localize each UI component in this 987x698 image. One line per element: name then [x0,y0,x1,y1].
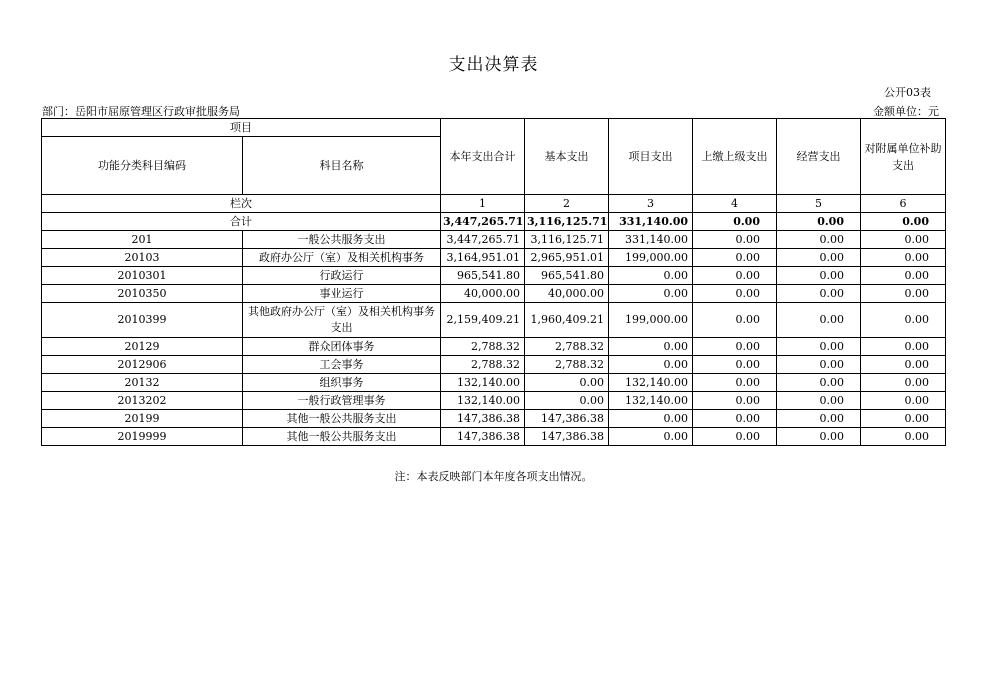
table-row [42,374,946,392]
row-value: 0.00 [777,231,861,249]
row-value: 0.00 [777,285,861,303]
row-value: 965,541.80 [525,267,609,285]
sum-value: 0.00 [861,213,946,231]
table-row [42,231,946,249]
row-value: 3,116,125.71 [525,231,609,249]
sum-value: 0.00 [693,213,777,231]
row-code: 2010301 [42,267,243,285]
column-number-label: 栏次 [42,195,441,213]
table-row [42,338,946,356]
row-value: 965,541.80 [441,267,525,285]
row-code: 20103 [42,249,243,267]
row-value: 0.00 [861,285,946,303]
row-value: 147,386.38 [441,410,525,428]
table-row [42,410,946,428]
row-value: 0.00 [861,303,946,338]
row-value: 0.00 [609,428,693,446]
row-name: 群众团体事务 [243,338,441,356]
row-value: 0.00 [693,338,777,356]
sum-row [42,213,946,231]
row-value: 0.00 [525,374,609,392]
row-name: 政府办公厅（室）及相关机构事务 [243,249,441,267]
table-row [42,249,946,267]
row-code: 2019999 [42,428,243,446]
row-value: 0.00 [693,285,777,303]
table-note: 注：本表反映部门本年度各项支出情况。 [394,470,593,483]
row-value: 0.00 [693,356,777,374]
row-code: 2012906 [42,356,243,374]
row-value: 0.00 [777,338,861,356]
row-code: 20129 [42,338,243,356]
row-value: 0.00 [861,231,946,249]
header-business: 经营支出 [777,119,861,195]
column-number: 2 [525,195,609,213]
row-value: 0.00 [693,374,777,392]
row-value: 0.00 [693,428,777,446]
page-title: 支出决算表 [448,55,539,75]
row-name: 事业运行 [243,285,441,303]
row-code: 2013202 [42,392,243,410]
row-code: 2010399 [42,303,243,338]
header-upper: 上缴上级支出 [693,119,777,195]
row-code: 2010350 [42,285,243,303]
row-name: 工会事务 [243,356,441,374]
row-value: 0.00 [693,392,777,410]
column-number: 1 [441,195,525,213]
row-value: 0.00 [861,267,946,285]
row-value: 0.00 [693,303,777,338]
row-value: 0.00 [693,410,777,428]
header-name: 科目名称 [243,137,441,195]
column-number: 6 [861,195,946,213]
header-project-exp: 项目支出 [609,119,693,195]
header-row-1 [42,119,946,137]
header-code: 功能分类科目编码 [42,137,243,195]
column-number: 3 [609,195,693,213]
row-code: 20132 [42,374,243,392]
row-value: 0.00 [777,392,861,410]
header-subsidy: 对附属单位补助支出 [861,119,946,195]
row-value: 0.00 [609,410,693,428]
sum-label: 合计 [42,213,441,231]
row-value: 0.00 [609,267,693,285]
row-code: 20199 [42,410,243,428]
row-code: 201 [42,231,243,249]
row-value: 0.00 [861,356,946,374]
table-row [42,285,946,303]
row-name: 其他一般公共服务支出 [243,410,441,428]
row-value: 0.00 [861,374,946,392]
row-value: 3,447,265.71 [441,231,525,249]
row-value: 331,140.00 [609,231,693,249]
row-name: 一般公共服务支出 [243,231,441,249]
row-value: 0.00 [777,249,861,267]
row-value: 1,960,409.21 [525,303,609,338]
row-name: 行政运行 [243,267,441,285]
sum-value: 3,447,265.71 [441,213,525,231]
table-row [42,392,946,410]
row-name: 其他一般公共服务支出 [243,428,441,446]
unit-label: 金额单位：元 [873,105,939,118]
row-value: 0.00 [777,356,861,374]
row-name: 一般行政管理事务 [243,392,441,410]
row-value: 199,000.00 [609,303,693,338]
header-total: 本年支出合计 [441,119,525,195]
row-value: 40,000.00 [525,285,609,303]
row-value: 2,788.32 [441,338,525,356]
row-value: 0.00 [861,410,946,428]
column-number: 5 [777,195,861,213]
row-name: 其他政府办公厅（室）及相关机构事务支出 [243,303,441,338]
row-value: 0.00 [609,285,693,303]
row-value: 0.00 [693,249,777,267]
header-basic: 基本支出 [525,119,609,195]
sum-value: 3,116,125.71 [525,213,609,231]
sum-value: 0.00 [777,213,861,231]
column-number: 4 [693,195,777,213]
row-value: 0.00 [609,356,693,374]
row-value: 0.00 [693,267,777,285]
row-value: 132,140.00 [609,392,693,410]
table-row [42,356,946,374]
row-value: 0.00 [777,410,861,428]
row-value: 2,788.32 [441,356,525,374]
row-name: 组织事务 [243,374,441,392]
row-value: 0.00 [861,428,946,446]
header-project: 项目 [42,119,441,137]
row-value: 0.00 [693,231,777,249]
row-value: 132,140.00 [441,374,525,392]
row-value: 0.00 [861,249,946,267]
row-value: 0.00 [525,392,609,410]
column-number-row [42,195,946,213]
row-value: 2,965,951.01 [525,249,609,267]
row-value: 147,386.38 [441,428,525,446]
row-value: 147,386.38 [525,428,609,446]
row-value: 132,140.00 [441,392,525,410]
row-value: 40,000.00 [441,285,525,303]
row-value: 2,788.32 [525,356,609,374]
row-value: 2,788.32 [525,338,609,356]
table-row [42,267,946,285]
form-code: 公开03表 [884,86,931,99]
row-value: 2,159,409.21 [441,303,525,338]
row-value: 0.00 [609,338,693,356]
row-value: 0.00 [861,392,946,410]
sum-value: 331,140.00 [609,213,693,231]
row-value: 147,386.38 [525,410,609,428]
row-value: 0.00 [861,338,946,356]
department-label: 部门：岳阳市屈原管理区行政审批服务局 [42,105,240,118]
row-value: 0.00 [777,428,861,446]
row-value: 0.00 [777,303,861,338]
row-value: 0.00 [777,267,861,285]
row-value: 132,140.00 [609,374,693,392]
row-value: 3,164,951.01 [441,249,525,267]
table-row [42,303,946,338]
expenditure-table [41,118,946,446]
row-value: 0.00 [777,374,861,392]
table-row [42,428,946,446]
row-value: 199,000.00 [609,249,693,267]
